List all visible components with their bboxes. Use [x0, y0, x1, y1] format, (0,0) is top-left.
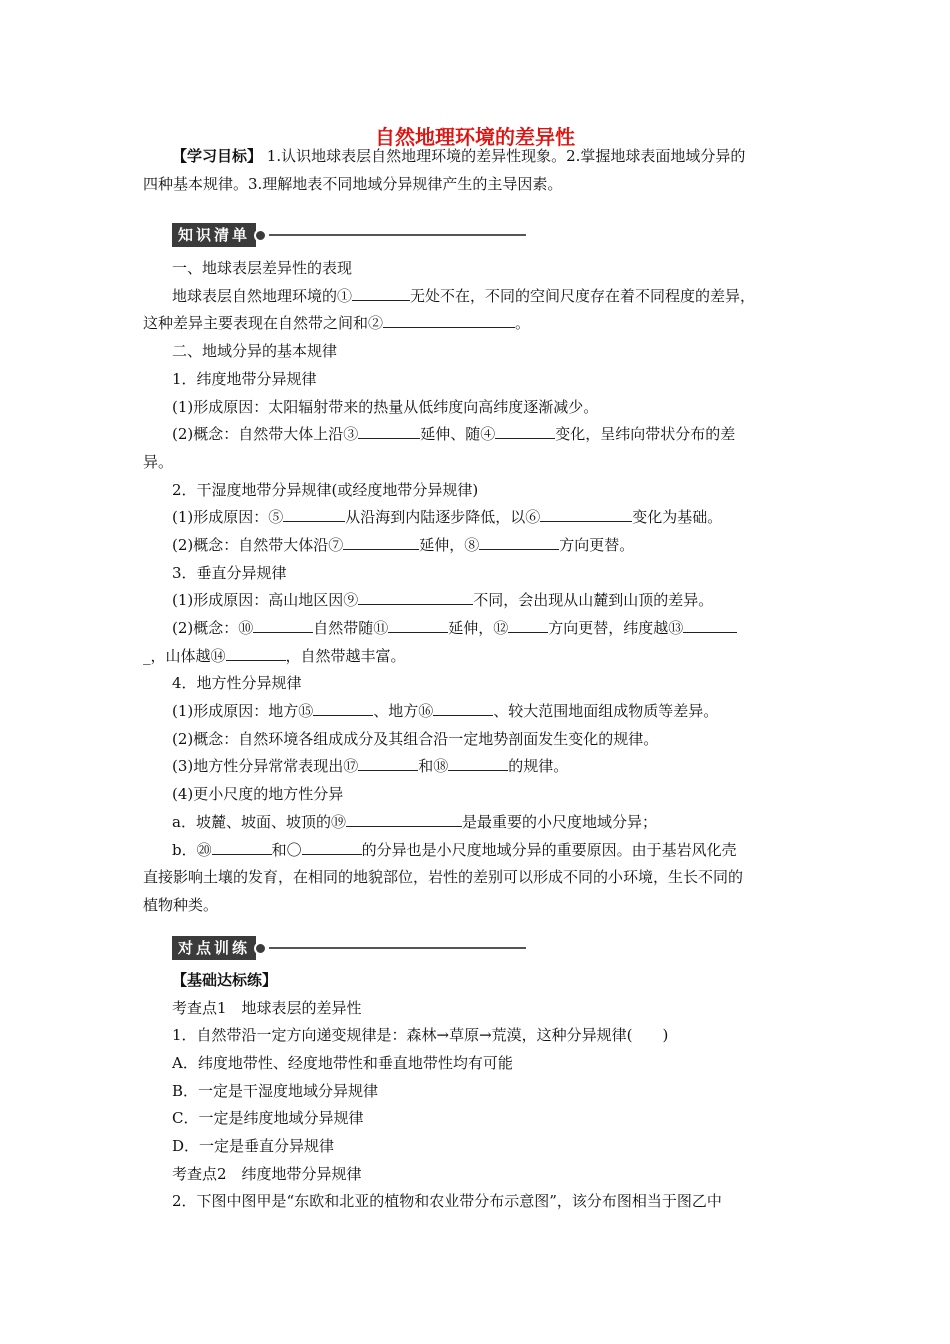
- learning-goals-line-1: [172, 146, 745, 166]
- rule-4-cause: (1)形成原因：地方⑮ 、地方⑯ 、较大范围地面组成物质等差异。: [172, 702, 719, 720]
- blank-6[interactable]: [540, 507, 632, 522]
- rule-4-concept: (2)概念：自然环境各组成成分及其组合沿一定地势剖面发生变化的规律。: [172, 730, 659, 748]
- blank-13[interactable]: [683, 618, 737, 633]
- blank-4[interactable]: [495, 424, 555, 439]
- blank-11[interactable]: [388, 618, 448, 633]
- rule-4-item-b-cont-1: 直接影响土壤的发育，在相同的地貌部位，岩性的差别可以形成不同的小环境，生长不同的: [143, 868, 744, 886]
- blank-2[interactable]: [383, 313, 515, 328]
- rule-1-cause: (1)形成原因：太阳辐射带来的热量从低纬度向高纬度逐渐减少。: [172, 398, 599, 416]
- question-1: 1．自然带沿一定方向递变规律是：森林→草原→荒漠，这种分异规律( ): [172, 1026, 669, 1044]
- blank-19[interactable]: [346, 812, 462, 827]
- knowledge-list-header: [172, 222, 526, 248]
- question-2: 2．下图中图甲是“东欧和北亚的植物和农业带分布示意图”，该分布图相当于图乙中: [172, 1192, 722, 1210]
- blank-10[interactable]: [253, 618, 313, 633]
- option-b[interactable]: B．一定是干湿度地域分异规律: [172, 1082, 379, 1100]
- option-d[interactable]: D．一定是垂直分异规律: [172, 1137, 335, 1155]
- blank-18[interactable]: [448, 756, 508, 771]
- rule-4-small-scale: (4)更小尺度的地方性分异: [172, 785, 344, 803]
- blank-7[interactable]: [343, 535, 419, 550]
- learning-goals-text: 1.认识地球表层自然地理环境的差异性现象。2.掌握地球表面地域分异的: [266, 147, 746, 165]
- blank-9[interactable]: [358, 590, 473, 605]
- blank-16[interactable]: [433, 701, 493, 716]
- bullet-dot-icon: [254, 229, 267, 242]
- knowledge-list-title: 知识清单: [172, 223, 256, 247]
- blank-3[interactable]: [358, 424, 420, 439]
- rule-3-concept: (2)概念：⑩ 自然带随⑪ 延伸，⑫ 方向更替，纬度越⑬: [172, 618, 737, 638]
- blank-1[interactable]: [352, 286, 410, 301]
- basic-practice-label: 【基础达标练】: [172, 971, 278, 989]
- blank-8[interactable]: [479, 535, 559, 550]
- practice-header: [172, 935, 526, 961]
- subheading-1: 1．纬度地带分异规律: [172, 370, 317, 388]
- rule-1-concept-cont: 异。: [143, 453, 174, 471]
- heading-1: 一、地球表层差异性的表现: [172, 259, 353, 277]
- rule-4-item-b: b．⑳ 和〇 的分异也是小尺度地域分异的重要原因。由于基岩风化壳: [172, 841, 737, 859]
- subheading-4: 4．地方性分异规律: [172, 674, 302, 692]
- rule-2-cause: (1)形成原因：⑤ 从沿海到内陆逐步降低，以⑥ 变化为基础。: [172, 508, 723, 526]
- blank-21[interactable]: [302, 840, 362, 855]
- rule-4-item-a: a．坡麓、坡面、坡顶的⑲ 是最重要的小尺度地域分异；: [172, 813, 657, 831]
- blank-20[interactable]: [212, 840, 272, 855]
- blank-12[interactable]: [508, 618, 548, 633]
- checkpoint-2: 考查点2 纬度地带分异规律: [172, 1165, 362, 1183]
- blank-5[interactable]: [283, 507, 345, 522]
- practice-title: 对点训练: [172, 936, 256, 960]
- subheading-2: 2．干湿度地带分异规律(或经度地带分异规律): [172, 481, 479, 499]
- option-c[interactable]: C．一定是纬度地域分异规律: [172, 1109, 364, 1127]
- rule-2-concept: (2)概念：自然带大体沿⑦ 延伸，⑧ 方向更替。: [172, 536, 635, 554]
- option-a[interactable]: A．纬度地带性、经度地带性和垂直地带性均有可能: [172, 1054, 513, 1072]
- rule-3-cause: (1)形成原因：高山地区因⑨ 不同，会出现从山麓到山顶的差异。: [172, 591, 714, 609]
- blank-15[interactable]: [313, 701, 373, 716]
- heading-2: 二、地域分异的基本规律: [172, 342, 338, 360]
- blank-17[interactable]: [358, 756, 418, 771]
- page-title: 自然地理环境的差异性: [375, 125, 575, 149]
- learning-goals-line-2: 四种基本规律。3.理解地表不同地域分异规律产生的主导因素。: [143, 175, 563, 193]
- rule-1-concept: (2)概念：自然带大体上沿③ 延伸、随④ 变化，呈纬向带状分布的差: [172, 425, 736, 443]
- paragraph-1-line-2: 这种差异主要表现在自然带之间和② 。: [143, 314, 531, 332]
- paragraph-1-line-1: 地球表层自然地理环境的① 无处不在，不同的空间尺度存在着不同程度的差异，: [172, 287, 756, 305]
- rule-3-concept-cont: _，山体越⑭ ，自然带越丰富。: [143, 647, 406, 665]
- checkpoint-1: 考查点1 地球表层的差异性: [172, 999, 362, 1017]
- rule-4-pattern: (3)地方性分异常常表现出⑰ 和⑱ 的规律。: [172, 757, 569, 775]
- rule-4-item-b-cont-2: 植物种类。: [143, 896, 219, 914]
- bullet-dot-icon: [254, 942, 267, 955]
- section-divider: [269, 947, 526, 949]
- subheading-3: 3．垂直分异规律: [172, 564, 287, 582]
- blank-14[interactable]: [226, 646, 286, 661]
- section-divider: [269, 234, 526, 236]
- learning-goals-label: 【学习目标】: [172, 147, 263, 165]
